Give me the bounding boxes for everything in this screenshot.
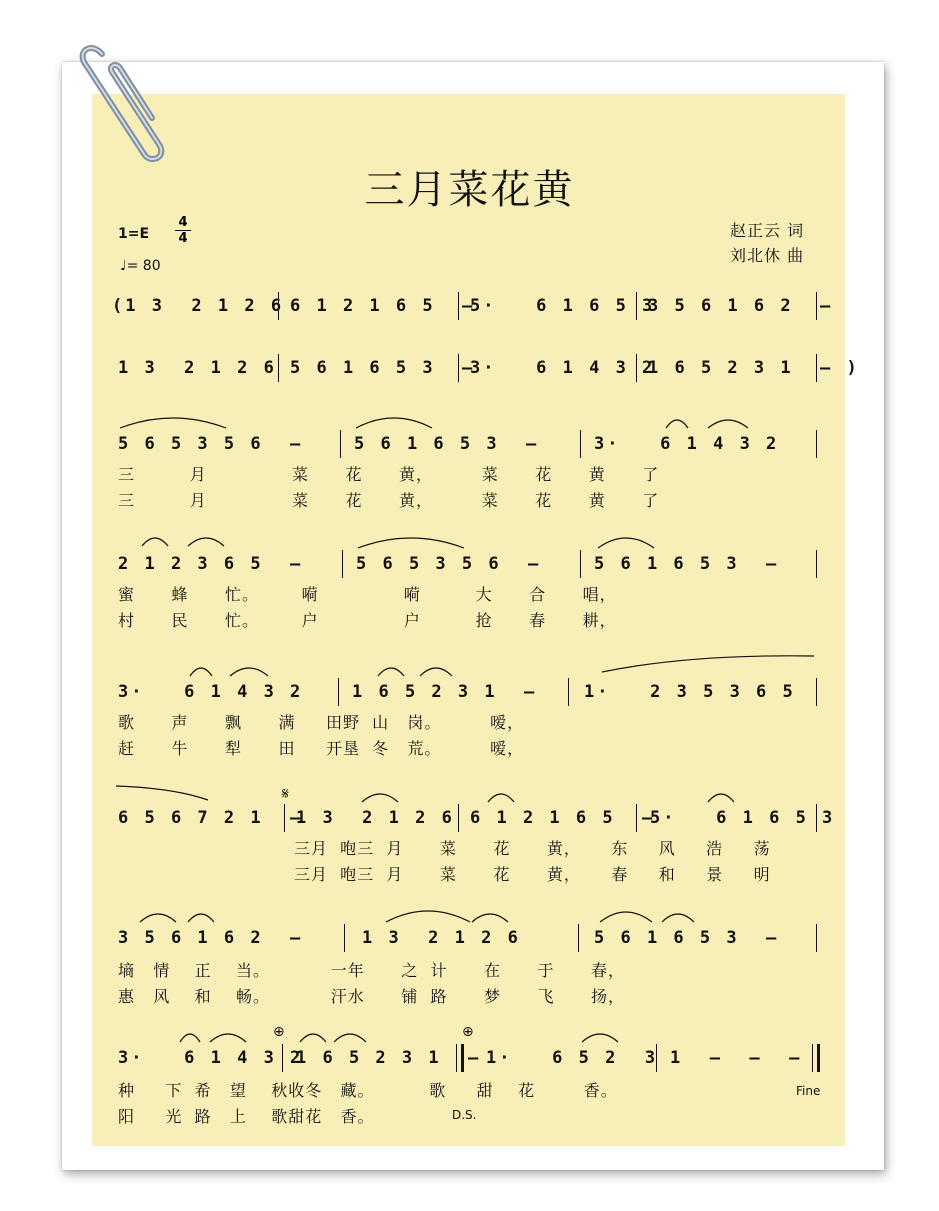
- slur-mark: [664, 416, 690, 430]
- barline: [636, 354, 637, 382]
- segno-symbol: 𝄋: [282, 784, 289, 803]
- barline: [578, 924, 579, 952]
- tie-mark: [600, 654, 816, 674]
- barline: [816, 354, 817, 382]
- lyrics-verse-1: 墒 情 正 当。 一年 之 计 在 于 春，: [118, 961, 626, 980]
- lyrics-verse-2: 村 民 忙。 户 户 抢 春 耕，: [118, 611, 617, 630]
- barline: [282, 1044, 283, 1072]
- measure: 1 6 5 2 3 1 – ): [648, 358, 860, 378]
- final-barline: [812, 1044, 820, 1072]
- barline: [338, 678, 339, 706]
- slur-mark: [228, 664, 270, 678]
- lyrics-verse-1: 三 月 菜 花 黄， 菜 花 黄 了: [118, 465, 660, 484]
- score-row-1: [0, 296, 939, 336]
- repeat-barline: [456, 1044, 464, 1072]
- barline: [278, 292, 279, 320]
- measure: 1 – – –: [670, 1048, 803, 1068]
- slur-mark: [360, 790, 400, 804]
- measure: 6 1 2 1 6 5 –: [290, 296, 476, 316]
- tie-mark: [114, 784, 210, 802]
- barline: [458, 804, 459, 832]
- measure: 5 6 1 6 5 3 –: [290, 358, 476, 378]
- slur-mark: [418, 664, 454, 678]
- measure: 5 6 1 6 5 3 –: [594, 554, 780, 574]
- measure: 6 1 2 1 6 5 –: [470, 808, 656, 828]
- slur-mark: [138, 910, 178, 924]
- lyrics-verse-1: 蜜 蜂 忙。 嗬 嗬 大 合 唱，: [118, 585, 617, 604]
- coda-symbol: ⊕: [462, 1024, 474, 1040]
- lyrics-verse-2: 赶 牛 犁 田 开垦 冬 荒。 嗳，: [118, 739, 525, 758]
- slur-mark: [186, 910, 216, 924]
- barline: [580, 550, 581, 578]
- barline: [636, 804, 637, 832]
- slur-mark: [354, 414, 434, 430]
- slur-mark: [178, 1030, 202, 1044]
- measure: 5· 6 1 6 5 3: [650, 808, 836, 828]
- barline: [580, 430, 581, 458]
- measure: 3 5 6 1 6 2 –: [648, 296, 834, 316]
- barline: [342, 550, 343, 578]
- barline: [568, 678, 569, 706]
- measure: 5 6 5 3 5 6 –: [356, 554, 542, 574]
- key-signature: 1=E: [118, 226, 150, 242]
- measure: 1 6 5 2 3 1 –: [352, 682, 538, 702]
- slur-mark: [598, 908, 654, 924]
- tie-mark: [384, 906, 472, 924]
- slur-mark: [188, 664, 214, 678]
- lyricist-credit: 赵正云 词: [730, 221, 805, 240]
- barline: [816, 804, 817, 832]
- measure: 3· 6 1 4 3 2: [118, 1048, 304, 1068]
- barline: [816, 678, 817, 706]
- measure: 1 6 5 2 3 1 –: [296, 1048, 482, 1068]
- slur-mark: [208, 1030, 248, 1044]
- lyrics-verse-2: 惠 风 和 畅。 汗水 铺 路 梦 飞 扬，: [118, 987, 626, 1006]
- score-row-2: [0, 358, 939, 398]
- measure: 1 3 2 1 2 6: [296, 808, 455, 828]
- measure: 5· 6 1 6 5 3: [470, 296, 656, 316]
- slur-mark: [140, 534, 170, 548]
- measure: 5 6 5 3 5 6 –: [118, 434, 304, 454]
- lyrics-verse-2: 三月 咆三 月 菜 花 黄， 春 和 景 明: [294, 865, 771, 884]
- lyrics-verse-1: 种 下 希 望 秋收冬 藏。 歌 甜 花 香。: [118, 1081, 618, 1100]
- barline: [656, 1044, 657, 1072]
- ds-marking: D.S.: [452, 1108, 477, 1122]
- measure: (1 3 2 1 2 6: [112, 296, 285, 316]
- measure: 3· 6 1 4 3 2: [118, 682, 304, 702]
- barline: [278, 354, 279, 382]
- slur-mark: [470, 910, 510, 924]
- barline: [458, 354, 459, 382]
- slur-mark: [706, 416, 750, 430]
- measure: 1· 2 3 5 3 6 5: [584, 682, 796, 702]
- measure: 3· 6 1 4 3 2: [470, 358, 656, 378]
- slur-mark: [118, 414, 228, 430]
- slur-mark: [356, 534, 466, 550]
- tempo-marking: ♩= 80: [120, 258, 161, 274]
- lyrics-verse-1: 三月 咆三 月 菜 花 黄， 东 风 浩 荡: [294, 839, 771, 858]
- measure: 1 3 2 1 2 6: [118, 358, 277, 378]
- paperclip-icon: [74, 36, 174, 166]
- page-title: 三月菜花黄: [364, 167, 575, 213]
- lyrics-verse-1: 歌 声 飘 满 田野 山 岗。 嗳，: [118, 713, 525, 732]
- slur-mark: [186, 534, 226, 548]
- measure: 3· 6 1 4 3 2: [594, 434, 780, 454]
- slur-mark: [660, 910, 696, 924]
- measure: 1· 6 5 2 3: [486, 1048, 659, 1068]
- measure: 5 6 1 6 5 3 –: [354, 434, 540, 454]
- fine-marking: Fine: [796, 1084, 821, 1098]
- measure: 2 1 2 3 6 5 –: [118, 554, 304, 574]
- slur-mark: [596, 534, 656, 550]
- measure: 1 3 2 1 2 6: [362, 928, 521, 948]
- barline: [284, 804, 285, 832]
- slur-mark: [298, 1030, 328, 1044]
- measure: 5 6 1 6 5 3 –: [594, 928, 780, 948]
- barline: [340, 430, 341, 458]
- composer-credit: 刘北休 曲: [730, 246, 805, 265]
- barline: [344, 924, 345, 952]
- slur-mark: [376, 664, 406, 678]
- measure: 6 5 6 7 2 1 –: [118, 808, 304, 828]
- barline: [816, 430, 817, 458]
- barline: [816, 292, 817, 320]
- slur-mark: [706, 790, 736, 804]
- barline: [816, 924, 817, 952]
- time-signature-top: 4: [178, 215, 188, 230]
- time-signature: [175, 215, 191, 246]
- time-signature-bottom: 4: [175, 230, 191, 246]
- lyrics-verse-2: 三 月 菜 花 黄， 菜 花 黄 了: [118, 491, 660, 510]
- lyrics-verse-2: 阳 光 路 上 歌甜花 香。: [118, 1107, 375, 1126]
- barline: [816, 550, 817, 578]
- coda-symbol: ⊕: [273, 1024, 285, 1040]
- slur-mark: [486, 790, 516, 804]
- slur-mark: [580, 1030, 620, 1044]
- barline: [458, 292, 459, 320]
- measure: 3 5 6 1 6 2 –: [118, 928, 304, 948]
- barline: [636, 292, 637, 320]
- slur-mark: [332, 1030, 368, 1044]
